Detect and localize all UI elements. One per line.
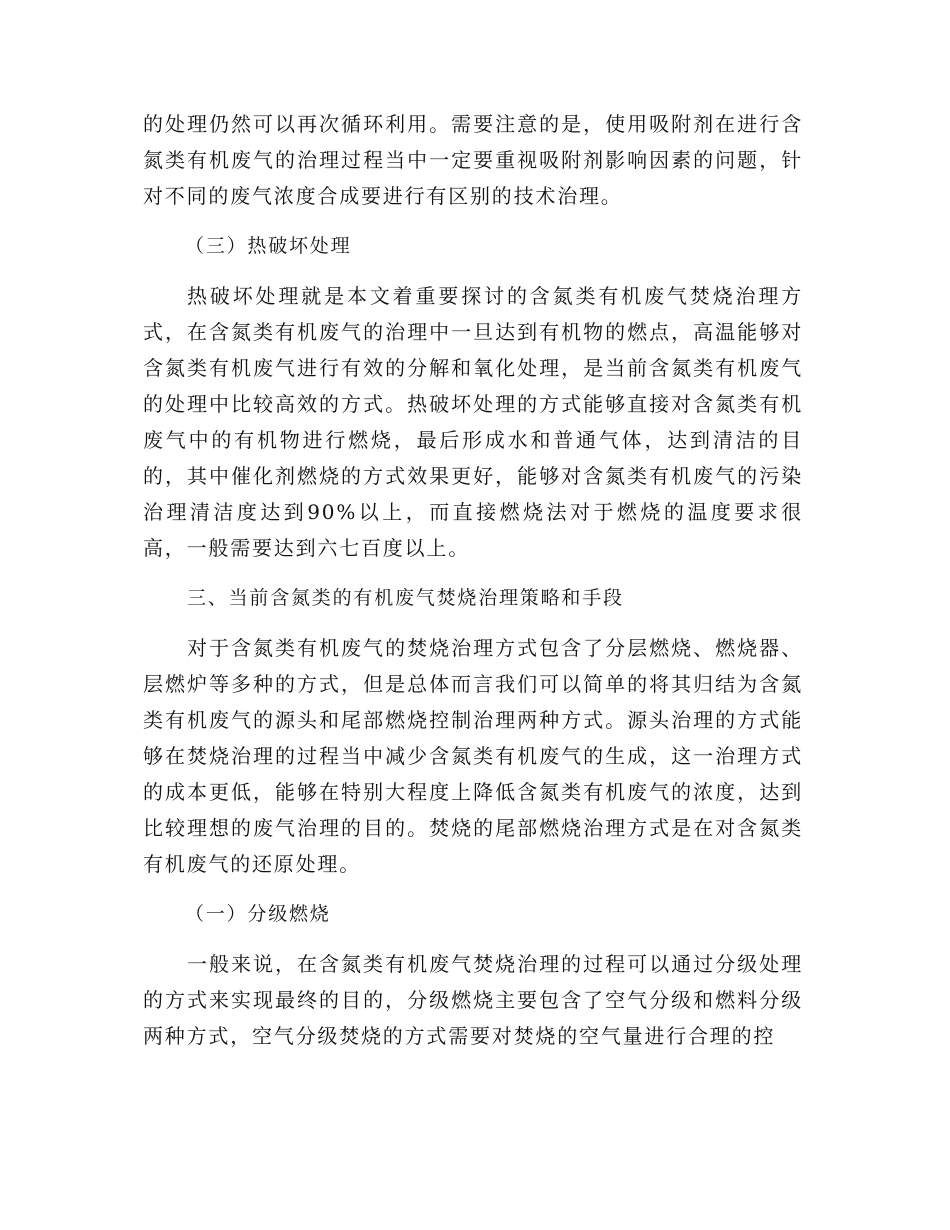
paragraph-staged-combustion: 一般来说，在含氮类有机废气焚烧治理的过程可以通过分级处理的方式来实现最终的目的，分级燃烧主要包含了空气分级和燃料分级两种方式，空气分级焚烧的方式需要对焚烧的空气量进行合理的控: [143, 952, 803, 1048]
document-body: [143, 106, 803, 1054]
subheading-thermal-destruction: （三）热破坏处理: [185, 235, 352, 257]
paragraph-adsorbent-conclusion: 的处理仍然可以再次循环利用。需要注意的是，使用吸附剂在进行含氮类有机废气的治理过程当中一定要重视吸附剂影响因素的问题，针对不同的废气浓度合成要进行有区别的技术治理。: [143, 112, 803, 208]
subheading-staged-combustion: （一）分级燃烧: [185, 903, 331, 925]
section-heading-incineration-strategy: 三、当前含氮类的有机废气焚烧治理策略和手段: [187, 587, 624, 609]
paragraph-thermal-destruction: 热破坏处理就是本文着重要探讨的含氮类有机废气焚烧治理方式，在含氮类有机废气的治理中一旦达到有机物的燃点，高温能够对含氮类有机废气进行有效的分解和氧化处理，是当前含氮类有机废气的处理中比较高效的方式。热破坏处理的方式能够直接对含氮类有机废气中的有机物进行燃烧，最后形成水和普通气体，达到清洁的目的，其中催化剂燃烧的方式效果更好，能够对含氮类有机废气的污染治理清洁度达到90%以上，而直接燃烧法对于燃烧的温度要求很高，一般需要达到六七百度以上。: [143, 284, 803, 560]
paragraph-incineration-methods: 对于含氮类有机废气的焚烧治理方式包含了分层燃烧、燃烧器、层燃炉等多种的方式，但是总体而言我们可以简单的将其归结为含氮类有机废气的源头和尾部燃烧控制治理两种方式。源头治理的方式能够在焚烧治理的过程当中减少含氮类有机废气的生成，这一治理方式的成本更低，能够在特别大程度上降低含氮类有机废气的浓度，达到比较理想的废气治理的目的。焚烧的尾部燃烧治理方式是在对含氮类有机废气的还原处理。: [143, 636, 803, 876]
